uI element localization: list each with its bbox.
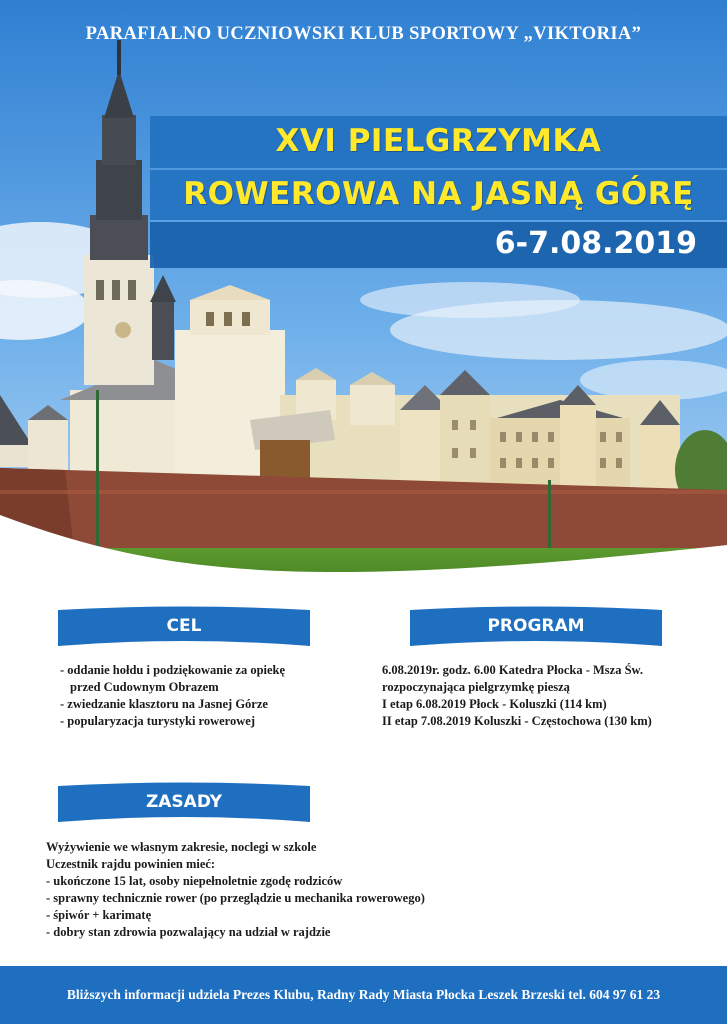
- program-item: rozpoczynająca pielgrzymkę pieszą: [382, 680, 570, 694]
- event-date: 6-7.08.2019: [494, 226, 697, 261]
- cel-item: - popularyzacja turystyki rowerowej: [60, 714, 255, 728]
- date-band: [150, 222, 727, 268]
- event-title-line1: XVI PIELGRZYMKA: [275, 123, 602, 159]
- title-band-2: [150, 170, 727, 220]
- zasady-item: - dobry stan zdrowia pozwalający na udział w rajdzie: [46, 925, 331, 939]
- zasady-item: - sprawny technicznie rower (po przeglądzie u mechanika rowerowego): [46, 891, 425, 905]
- cel-heading: CEL: [58, 606, 310, 646]
- title-band-1: [150, 116, 727, 168]
- footer-contact: Bliższych informacji udziela Prezes Klubu, Radny Rady Miasta Płocka Leszek Brzeski tel. 604 97 61 23: [0, 966, 727, 1024]
- club-name: PARAFIALNO UCZNIOWSKI KLUB SPORTOWY „VIKTORIA”: [85, 24, 642, 44]
- zasady-item: - śpiwór + karimatę: [46, 908, 152, 922]
- cel-item: przed Cudownym Obrazem: [70, 680, 219, 694]
- cel-list: [60, 662, 285, 730]
- program-item: 6.08.2019r. godz. 6.00 Katedra Płocka - Msza Św.: [382, 663, 643, 677]
- program-item: II etap 7.08.2019 Koluszki - Częstochowa (130 km): [382, 714, 652, 728]
- program-item: I etap 6.08.2019 Płock - Koluszki (114 km): [382, 697, 607, 711]
- zasady-item: Wyżywienie we własnym zakresie, noclegi w szkole: [46, 840, 317, 854]
- zasady-item: Uczestnik rajdu powinien mieć:: [46, 857, 216, 871]
- zasady-item: - ukończone 15 lat, osoby niepełnoletnie zgodę rodziców: [46, 874, 343, 888]
- zasady-heading: ZASADY: [58, 782, 310, 822]
- program-list: [382, 662, 652, 730]
- zasady-list: [46, 839, 425, 941]
- event-title-line2: ROWEROWA NA JASNĄ GÓRĘ: [183, 176, 694, 212]
- cel-item: - oddanie hołdu i podziękowanie za opiekę: [60, 663, 286, 677]
- program-heading: PROGRAM: [410, 606, 662, 646]
- cel-item: - zwiedzanie klasztoru na Jasnej Górze: [60, 697, 268, 711]
